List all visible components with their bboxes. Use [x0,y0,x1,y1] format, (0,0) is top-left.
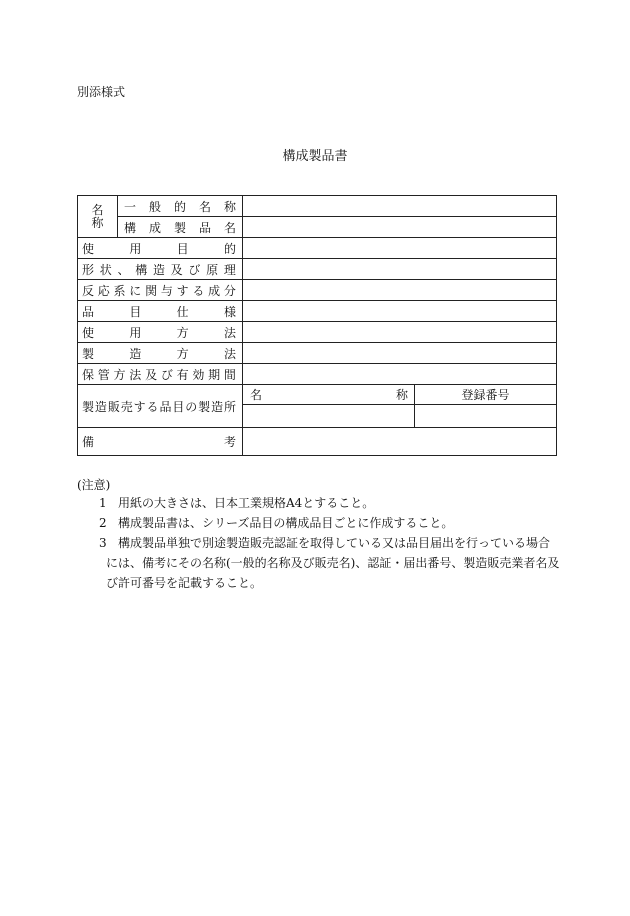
registration-number-value[interactable] [415,405,556,427]
shape-value[interactable] [243,259,556,279]
note-1-number: 1 [99,496,107,510]
remarks-value[interactable] [243,428,556,455]
note-2-number: 2 [99,516,107,530]
row-label-shape: 形 状 、 構 造 及 び 原 理 [82,262,236,277]
name-group-char-1: 名 [91,202,104,217]
row-label-spec: 品 目 仕 様 [82,304,236,319]
reaction-value[interactable] [243,280,556,300]
note-3-line-3: び許可番号を記載すること。 [106,576,263,590]
row-label-remarks: 備 考 [82,435,236,449]
note-3-line-1: 構成製品単独で別途製造販売認証を取得している又は品目届出を行っている場合 [118,536,551,550]
name-group-label [78,196,117,237]
component-name-value[interactable] [243,217,556,237]
row-label-storage: 保 管 方 法 及 び 有 効 期 間 [82,367,236,382]
row-label-usage: 使 用 方 法 [82,325,236,340]
manufacture-value[interactable] [243,343,556,363]
name-group-char-2: 称 [91,215,104,230]
note-1-line-1: 用紙の大きさは、日本工業規格A4とすること。 [118,496,375,510]
row-label-purpose: 使 用 目 的 [82,241,236,256]
row-label-manufacture: 製 造 方 法 [82,346,236,361]
form-label: 別添様式 [77,85,126,99]
storage-value[interactable] [243,364,556,384]
registration-number-label: 登録番号 [461,388,510,402]
note-3-line-2: には、備考にその名称(一般的名称及び販売名)、認証・届出番号、製造販売業者名及 [106,556,560,570]
row-label-reaction: 反 応 系 に 関 与 す る 成 分 [82,283,236,298]
manufacturer-name-header: 名 称 [250,388,408,402]
spec-value[interactable] [243,301,556,321]
registration-number-header [415,385,556,404]
general-name-value[interactable] [243,196,556,216]
row-label-general-name: 一 般 的 名 称 [124,199,236,214]
notes-heading: (注意) [77,478,111,492]
row-label-component-name: 構 成 製 品 名 [124,220,236,235]
note-3-number: 3 [99,536,107,550]
purpose-value[interactable] [243,238,556,258]
manufacturer-name-value[interactable] [243,405,414,427]
document-title: 構成製品書 [282,149,348,164]
note-2-line-1: 構成製品書は、シリーズ品目の構成品目ごとに作成すること。 [118,516,454,530]
row-label-manufacturer: 製 造 販 売 す る 品 目 の 製 造 所 [82,399,236,414]
usage-value[interactable] [243,322,556,342]
